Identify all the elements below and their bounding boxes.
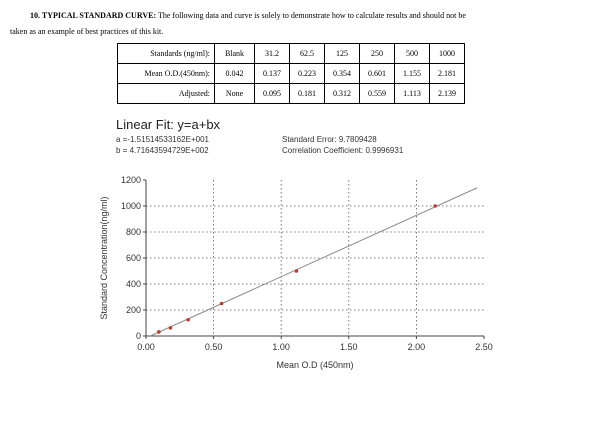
- data-point: [295, 269, 299, 273]
- table-cell: 0.181: [290, 84, 325, 104]
- table-cell: 0.601: [360, 64, 395, 84]
- data-point: [186, 318, 190, 322]
- row-label: Standards (ng/ml):: [118, 44, 215, 64]
- row-label: Mean O.D.(450nm):: [118, 64, 215, 84]
- table-cell: 1.155: [395, 64, 430, 84]
- x-tick-label: 0.00: [137, 342, 155, 352]
- standard-error: Standard Error: 9.7809428: [282, 135, 377, 144]
- section-intro: The following data and curve is solely to demonstrate how to calculate results and should not be: [157, 11, 466, 20]
- table-cell: 0.223: [290, 64, 325, 84]
- data-point: [169, 326, 173, 330]
- table-cell: 0.312: [325, 84, 360, 104]
- fit-coefficient-a: a =-1.51514533162E+001: [116, 135, 209, 144]
- y-tick-label: 800: [125, 227, 141, 237]
- table-cell: 1.113: [395, 84, 430, 104]
- table-cell: Blank: [215, 44, 255, 64]
- table-cell: 0.095: [255, 84, 290, 104]
- table-cell: 0.559: [360, 84, 395, 104]
- fit-title: Linear Fit: y=a+bx: [116, 117, 221, 132]
- x-tick-label: 1.50: [340, 342, 358, 352]
- fit-coefficient-b: b = 4.71643594729E+002: [116, 146, 209, 155]
- y-axis-label: Standard Concentration(ng/ml): [99, 196, 109, 320]
- row-label: Adjusted:: [118, 84, 215, 104]
- section-intro-continued: taken as an example of best practices of this kit.: [10, 27, 164, 36]
- table-cell: 0.042: [215, 64, 255, 84]
- y-tick-label: 0: [135, 331, 141, 341]
- table-cell: 250: [360, 44, 395, 64]
- table-cell: 31.2: [255, 44, 290, 64]
- table-cell: 125: [325, 44, 360, 64]
- fit-line: [150, 188, 477, 336]
- y-tick-label: 1000: [120, 201, 141, 211]
- x-axis-label: Mean O.D (450nm): [276, 360, 354, 370]
- y-tick-label: 200: [125, 305, 141, 315]
- table-cell: None: [215, 84, 255, 104]
- y-tick-label: 400: [125, 279, 141, 289]
- table-cell: 0.137: [255, 64, 290, 84]
- x-tick-label: 2.50: [475, 342, 493, 352]
- y-tick-label: 600: [125, 253, 141, 263]
- table-cell: 0.354: [325, 64, 360, 84]
- data-point: [433, 204, 437, 208]
- x-tick-label: 2.00: [407, 342, 426, 352]
- y-tick-label: 1200: [120, 175, 141, 185]
- data-point: [220, 302, 224, 306]
- table-cell: 62.5: [290, 44, 325, 64]
- table-cell: 1000: [430, 44, 465, 64]
- correlation-coefficient: Correlation Coefficient: 0.9996931: [282, 146, 404, 155]
- x-tick-label: 1.00: [272, 342, 290, 352]
- table-cell: 2.139: [430, 84, 465, 104]
- table-cell: 2.181: [430, 64, 465, 84]
- x-tick-label: 0.50: [204, 342, 223, 352]
- table-cell: 500: [395, 44, 430, 64]
- section-title: 10. TYPICAL STANDARD CURVE:: [30, 11, 157, 20]
- data-point: [157, 330, 161, 334]
